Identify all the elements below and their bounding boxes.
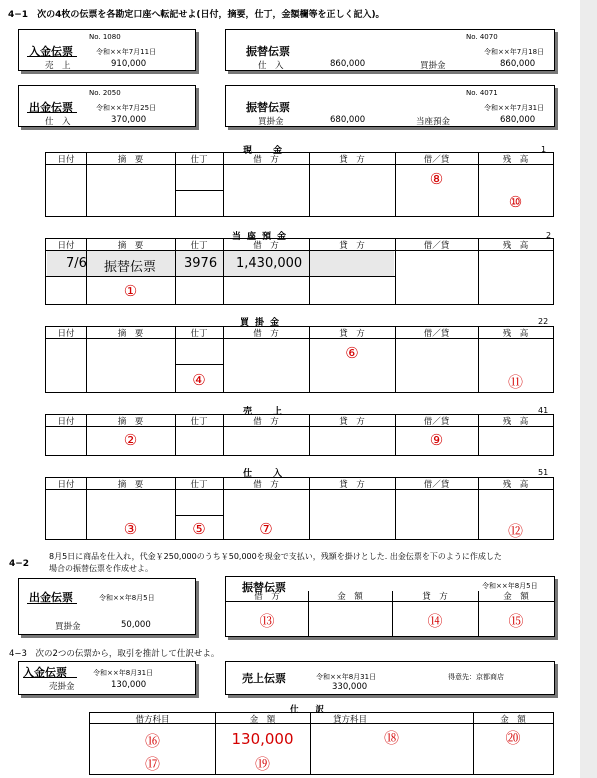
- answer-marker-17: ⑰: [144, 755, 160, 773]
- entry-date: 7/6: [66, 256, 87, 271]
- voucher-cash-out-0805: [18, 578, 196, 635]
- header-debit: 借 方: [253, 417, 279, 427]
- header-balance: 残 高: [502, 329, 529, 339]
- header-credit: 貸 方: [339, 329, 365, 339]
- voucher-date: 令和××年8月31日: [316, 673, 377, 681]
- ledger-number: 2: [546, 231, 552, 240]
- answer-marker-13: ⑬: [259, 612, 275, 630]
- section-4-3-heading: 4−3 次の2つの伝票から，取引を推計して仕訳せよ。: [9, 649, 220, 659]
- voucher-credit-account: 買掛金: [420, 61, 446, 71]
- voucher-cash-out-2050: [18, 85, 196, 127]
- answer-marker-11: ⑪: [507, 373, 523, 391]
- voucher-customer: 得意先：京都商店: [448, 673, 504, 681]
- voucher-amount: 330,000: [332, 682, 368, 692]
- header-amount: 金 額: [503, 592, 529, 602]
- entry-ref: 3976: [184, 256, 218, 271]
- voucher-transfer-4070: [225, 29, 555, 71]
- ledger-title: 買掛金: [240, 318, 286, 328]
- ledger-number: 1: [541, 145, 547, 154]
- header-dr-cr: 借／貸: [423, 241, 450, 251]
- header-credit: 貸 方: [339, 417, 365, 427]
- voucher-title: 入金伝票: [29, 45, 73, 58]
- voucher-date: 令和××年8月5日: [482, 582, 538, 590]
- journal-title: 仕 訳: [290, 705, 325, 715]
- answer-marker-6: ⑥: [345, 344, 359, 362]
- voucher-title: 出金伝票: [29, 591, 73, 604]
- voucher-cash-in-0831: [18, 661, 196, 695]
- ledger-number: 41: [538, 406, 549, 415]
- voucher-item: 仕 入: [45, 117, 71, 127]
- header-dr-cr: 借／貸: [423, 155, 450, 165]
- header-dr-cr: 借／貸: [423, 417, 450, 427]
- voucher-date: 令和××年8月31日: [93, 669, 154, 677]
- voucher-credit-account: 当座預金: [416, 117, 451, 127]
- entry-description: 振替伝票: [104, 260, 157, 275]
- header-credit: 貸 方: [339, 155, 365, 165]
- ledger-accounts-payable: [45, 326, 554, 393]
- header-date: 日付: [57, 241, 75, 251]
- voucher-transfer-answer: [225, 576, 555, 637]
- ledger-title: 仕 入: [243, 469, 289, 479]
- answer-marker-16: ⑯: [144, 732, 160, 750]
- header-description: 摘 要: [117, 480, 144, 490]
- voucher-number: No. 1080: [89, 33, 121, 41]
- header-date: 日付: [57, 329, 75, 339]
- answer-marker-3: ③: [123, 520, 138, 538]
- voucher-title: 振替伝票: [242, 581, 286, 594]
- ledger-title: 現 金: [243, 146, 289, 156]
- voucher-title: 振替伝票: [246, 101, 290, 114]
- header-debit: 借 方: [253, 329, 279, 339]
- journal-entry-amount: 130,000: [231, 730, 294, 748]
- voucher-debit-account: 買掛金: [258, 117, 284, 127]
- header-balance: 残 高: [502, 241, 529, 251]
- title-underline: [27, 56, 77, 57]
- header-date: 日付: [57, 417, 75, 427]
- header-balance: 残 高: [502, 155, 529, 165]
- answer-marker-18: ⑱: [383, 729, 399, 747]
- ledger-number: 51: [538, 468, 549, 477]
- voucher-number: No. 2050: [89, 89, 121, 97]
- answer-marker-12: ⑫: [507, 522, 523, 540]
- ledger-sales: [45, 414, 554, 456]
- answer-marker-19: ⑲: [254, 755, 270, 773]
- title-underline: [27, 603, 77, 604]
- header-debit: 借 方: [253, 480, 279, 490]
- header-amount: 金 額: [500, 715, 526, 725]
- voucher-amount: 130,000: [111, 680, 147, 690]
- voucher-cash-in-1080: [18, 29, 196, 71]
- header-description: 摘 要: [117, 155, 144, 165]
- voucher-title: 売上伝票: [242, 672, 286, 685]
- voucher-debit-account: 仕 入: [258, 61, 284, 71]
- answer-marker-7: ⑦: [259, 520, 273, 538]
- header-description: 摘 要: [117, 329, 144, 339]
- answer-marker-8: ⑧: [429, 170, 444, 188]
- answer-marker-20: ⑳: [505, 729, 521, 747]
- voucher-number: No. 4071: [466, 89, 498, 97]
- header-balance: 残 高: [502, 480, 529, 490]
- answer-marker-2: ②: [123, 431, 138, 449]
- ledger-checking-deposit: [45, 238, 554, 305]
- section-4-1-heading: 4−1 次の4枚の伝票を各勘定口座へ転記せよ(日付，摘要，仕丁，金額欄等を正しく記入)。: [8, 10, 385, 20]
- header-credit: 貸 方: [339, 480, 365, 490]
- header-ref: 仕丁: [190, 155, 208, 165]
- voucher-date: 令和××年8月5日: [99, 594, 155, 602]
- header-ref: 仕丁: [190, 241, 208, 251]
- title-underline: [27, 112, 77, 113]
- header-debit-account: 借方科目: [135, 715, 170, 725]
- voucher-title: 出金伝票: [29, 101, 73, 114]
- voucher-title: 入金伝票: [23, 666, 67, 679]
- header-amount: 金 額: [337, 592, 363, 602]
- voucher-item: 売 上: [45, 61, 71, 71]
- ledger-title: 売 上: [243, 407, 289, 417]
- ledger-number: 22: [538, 317, 549, 326]
- section-4-2-text-line1: 8月5日に商品を仕入れ，代金￥250,000のうち￥50,000を現金で支払い，残額を掛けとした. 出金伝票を下のように作成した: [49, 552, 502, 561]
- header-credit-account: 貸 方: [422, 592, 448, 602]
- voucher-date: 令和××年7月11日: [96, 48, 157, 56]
- title-underline: [23, 677, 77, 678]
- voucher-item: 売掛金: [49, 682, 75, 692]
- header-dr-cr: 借／貸: [423, 329, 450, 339]
- header-ref: 仕丁: [190, 329, 208, 339]
- entry-debit: 1,430,000: [236, 256, 303, 271]
- header-ref: 仕丁: [190, 480, 208, 490]
- header-date: 日付: [57, 155, 75, 165]
- header-balance: 残 高: [502, 417, 529, 427]
- header-credit: 貸 方: [339, 241, 365, 251]
- header-debit: 借 方: [253, 241, 279, 251]
- voucher-credit-amount: 860,000: [500, 59, 536, 69]
- header-credit-account: 貸方科目: [332, 715, 367, 725]
- header-description: 摘 要: [117, 417, 144, 427]
- section-4-2-text-line2: 場合の振替伝票を作成せよ。: [49, 564, 153, 573]
- voucher-amount: 370,000: [111, 115, 147, 125]
- voucher-item: 買掛金: [55, 622, 81, 632]
- header-date: 日付: [57, 480, 75, 490]
- answer-marker-9: ⑨: [429, 431, 444, 449]
- ledger-purchases: [45, 477, 554, 540]
- journal-table: [89, 712, 554, 775]
- voucher-sales-0831: [225, 661, 555, 695]
- voucher-number: No. 4070: [466, 33, 498, 41]
- voucher-amount: 50,000: [121, 620, 151, 630]
- answer-marker-4: ④: [192, 371, 206, 389]
- voucher-date: 令和××年7月18日: [484, 48, 545, 56]
- scrollbar-track[interactable]: [580, 0, 597, 778]
- voucher-debit-amount: 680,000: [330, 115, 366, 125]
- answer-marker-1: ①: [123, 282, 138, 300]
- voucher-debit-amount: 860,000: [330, 59, 366, 69]
- header-description: 摘 要: [117, 241, 144, 251]
- voucher-amount: 910,000: [111, 59, 147, 69]
- header-debit: 借 方: [253, 155, 279, 165]
- answer-marker-10: ⑩: [508, 193, 523, 211]
- answer-marker-14: ⑭: [427, 612, 443, 630]
- answer-marker-5: ⑤: [192, 520, 206, 538]
- header-dr-cr: 借／貸: [423, 480, 450, 490]
- section-4-2-label: 4−2: [9, 559, 30, 569]
- header-ref: 仕丁: [190, 417, 208, 427]
- ledger-cash: [45, 152, 554, 217]
- voucher-date: 令和××年7月31日: [484, 104, 545, 112]
- voucher-date: 令和××年7月25日: [96, 104, 157, 112]
- header-debit-account: 借 方: [254, 592, 280, 602]
- voucher-transfer-4071: [225, 85, 555, 127]
- header-amount: 金 額: [249, 715, 276, 725]
- voucher-credit-amount: 680,000: [500, 115, 536, 125]
- ledger-title: 当座預金: [232, 232, 293, 242]
- voucher-title: 振替伝票: [246, 45, 290, 58]
- answer-marker-15: ⑮: [508, 612, 524, 630]
